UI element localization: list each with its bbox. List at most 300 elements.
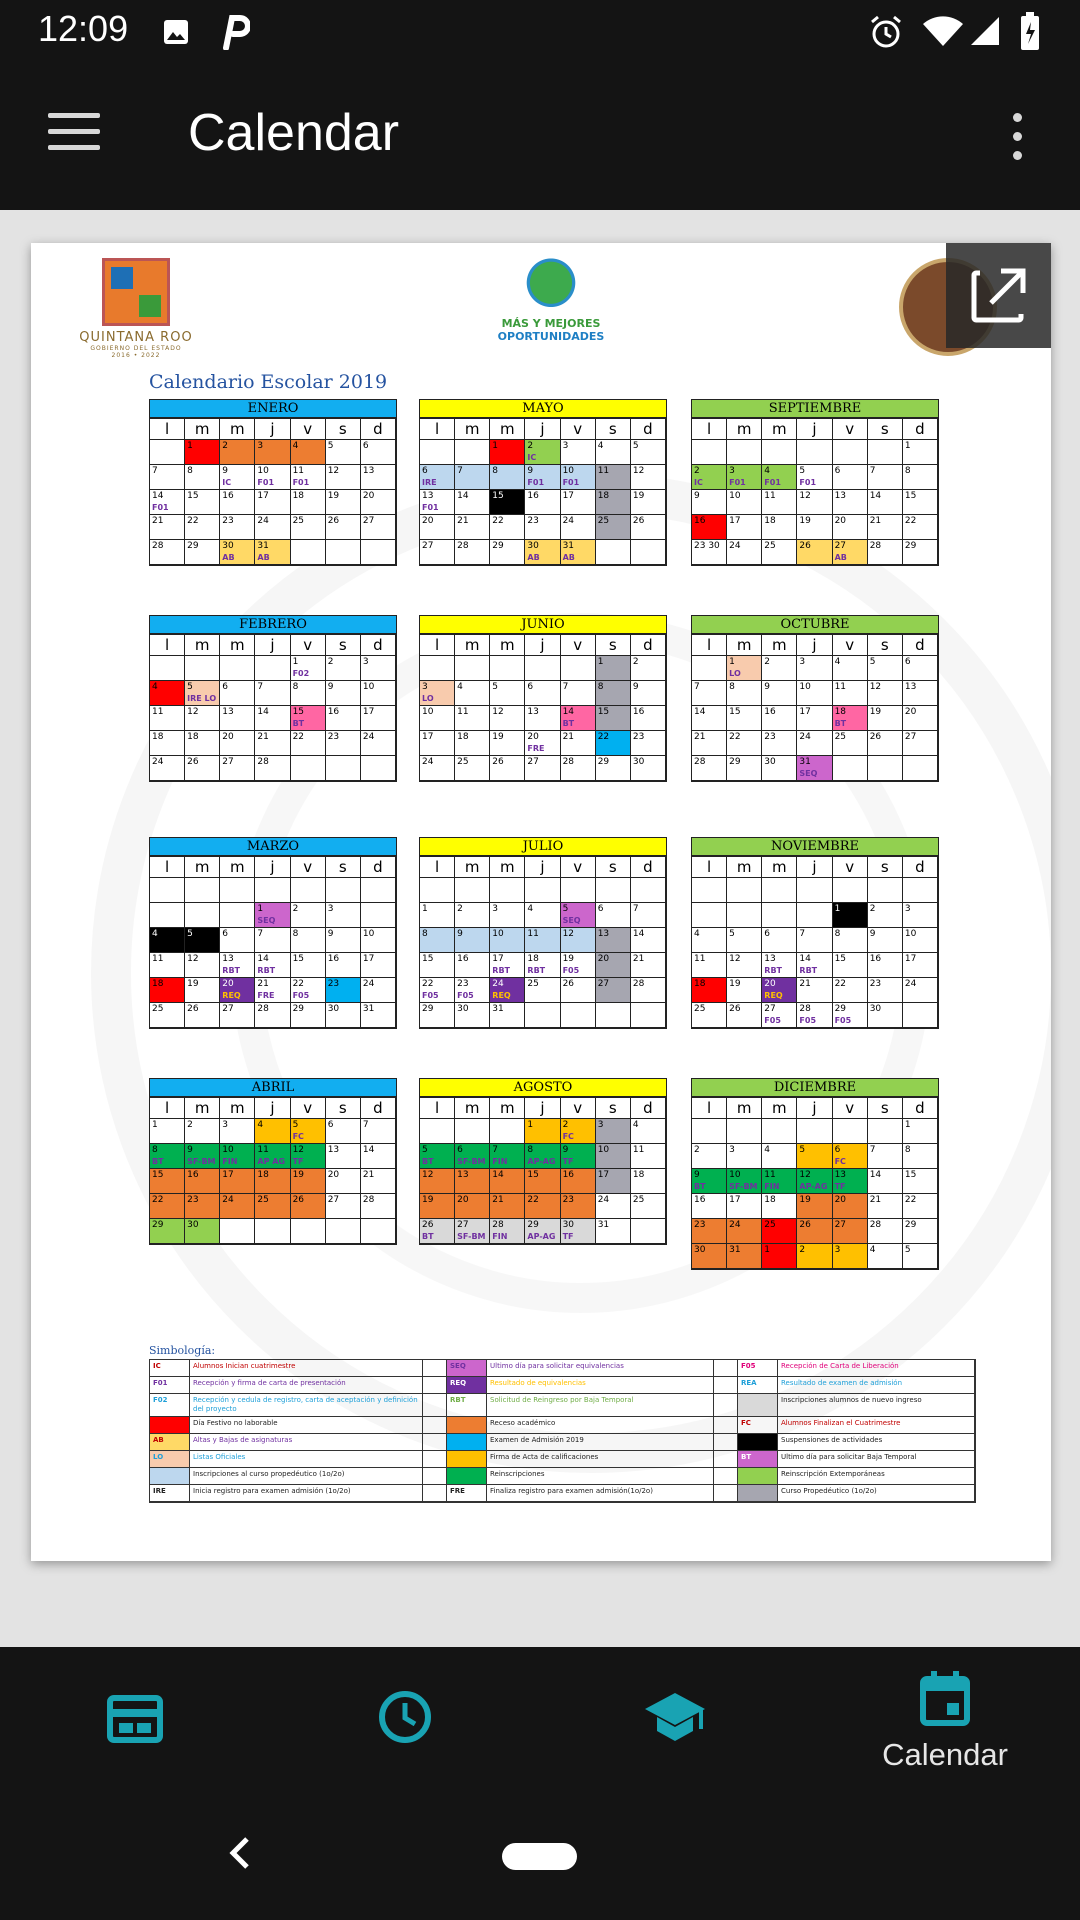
- calendar-day: [524, 730, 560, 756]
- calendar-day: [867, 539, 903, 565]
- calendar-day: [290, 705, 326, 731]
- calendar-day: [184, 655, 220, 681]
- weekday-header: j: [796, 1097, 832, 1119]
- day-number: 24: [904, 979, 917, 989]
- calendar-day: [560, 539, 596, 565]
- calendar-day: [902, 902, 938, 928]
- calendar-day: [630, 1118, 666, 1144]
- calendar-day: [595, 1218, 631, 1244]
- p-notification-icon: [220, 14, 250, 50]
- day-number: 12: [799, 1170, 811, 1180]
- event-code: BT: [292, 719, 305, 728]
- month-grid: [150, 857, 396, 1028]
- day-number: 6: [222, 929, 229, 939]
- day-number: 1: [764, 1245, 771, 1255]
- day-number: 26: [799, 541, 811, 551]
- calendar-day: [726, 1168, 762, 1194]
- day-number: 14: [694, 707, 706, 717]
- calendar-day: [595, 1118, 631, 1144]
- month-header: FEBRERO: [150, 616, 396, 635]
- event-code: F01: [152, 503, 169, 512]
- calendar-day: [360, 977, 396, 1003]
- calendar-day: [489, 539, 525, 565]
- day-number: 25: [764, 1220, 776, 1230]
- day-number: 8: [904, 1145, 911, 1155]
- calendar-day: [254, 1118, 290, 1144]
- event-code: AB: [527, 553, 540, 562]
- content-area[interactable]: [0, 210, 1080, 1647]
- calendar-day: [902, 655, 938, 681]
- calendar-day: [184, 952, 220, 978]
- day-number: 21: [562, 732, 575, 742]
- calendar-day: [219, 902, 255, 928]
- day-number: 31: [597, 1220, 610, 1230]
- calendar-day: [560, 977, 596, 1003]
- calendar-day: [325, 755, 361, 781]
- calendar-day: [691, 680, 727, 706]
- calendar-day: [630, 489, 666, 515]
- legend-swatch: IRE: [149, 1484, 190, 1502]
- weekday-header: d: [902, 856, 938, 878]
- day-number: 1: [904, 441, 911, 451]
- event-code: FIN: [492, 1157, 508, 1166]
- legend-text: Firma de Acta de calificaciones: [486, 1450, 714, 1468]
- calendar-day: [761, 1118, 797, 1144]
- calendar-day: [360, 1193, 396, 1219]
- day-number: 2: [527, 441, 534, 451]
- calendar-day: [524, 1218, 560, 1244]
- status-bar: [0, 0, 1080, 63]
- day-number: 15: [834, 954, 847, 964]
- calendar-day: [902, 1218, 938, 1244]
- image-notification-icon: [162, 18, 190, 46]
- legend-swatch: FRE: [446, 1484, 487, 1502]
- calendar-day: [184, 1143, 220, 1169]
- day-number: 8: [292, 929, 299, 939]
- day-number: 6: [457, 1145, 463, 1155]
- calendar-day: [595, 539, 631, 565]
- calendar-day: [761, 655, 797, 681]
- calendar-day: [360, 755, 396, 781]
- calendar-day: [184, 1218, 220, 1244]
- day-number: 15: [492, 491, 504, 501]
- calendar-day: [902, 1143, 938, 1169]
- weekday-header: v: [290, 1097, 326, 1119]
- calendar-day: [691, 1193, 727, 1219]
- calendar-day: [560, 902, 596, 928]
- day-number: 26: [492, 757, 504, 767]
- day-number: 20: [457, 1195, 469, 1205]
- weekday-header: d: [360, 634, 396, 656]
- calendar-day: [832, 1243, 868, 1269]
- legend-text: [422, 1433, 447, 1451]
- legend-text: Examen de Admisión 2019: [486, 1433, 714, 1451]
- calendar-day: [867, 977, 903, 1003]
- calendar-day: [254, 977, 290, 1003]
- day-number: 3: [362, 657, 369, 667]
- calendar-day: [360, 1118, 396, 1144]
- calendar-day: [595, 927, 631, 953]
- day-number: 22: [422, 979, 434, 989]
- calendar-day: [489, 1218, 525, 1244]
- day-number: 20: [764, 979, 776, 989]
- day-number: 30: [869, 1004, 882, 1014]
- day-number: 4: [764, 1145, 771, 1155]
- month-grid: [692, 419, 938, 565]
- calendar-day: [691, 705, 727, 731]
- calendar-day: [325, 1118, 361, 1144]
- legend-text: [713, 1467, 738, 1485]
- nav-history[interactable]: [315, 1647, 495, 1793]
- calendar-day: [454, 705, 490, 731]
- day-number: 11: [292, 466, 305, 476]
- calendar-day: [595, 1002, 631, 1028]
- day-number: 2: [764, 657, 771, 667]
- calendar-day: [761, 755, 797, 781]
- legend-text: Recepción y cedula de registro, carta de aceptación y definición del proyecto: [189, 1393, 423, 1417]
- calendar-day: [149, 877, 185, 903]
- day-number: 15: [904, 1170, 917, 1180]
- weekday-header: j: [254, 856, 290, 878]
- calendar-day: [524, 464, 560, 490]
- day-number: 18: [257, 1170, 269, 1180]
- weekday-header: v: [832, 418, 868, 440]
- legend-title: Simbología:: [149, 1344, 216, 1357]
- day-number: 9: [562, 1145, 569, 1155]
- weekday-header: d: [630, 634, 666, 656]
- calendar-day: [290, 1193, 326, 1219]
- weekday-header: l: [419, 856, 455, 878]
- calendar-day: [691, 755, 727, 781]
- day-number: 21: [694, 732, 706, 742]
- calendar-day: [595, 705, 631, 731]
- calendar-day: [454, 539, 490, 565]
- calendar-day: [902, 1168, 938, 1194]
- day-number: 24: [729, 1220, 741, 1230]
- calendar-day: [254, 1168, 290, 1194]
- event-code: F05: [799, 1016, 817, 1025]
- calendar-day: [902, 977, 938, 1003]
- day-number: 13: [457, 1170, 469, 1180]
- day-number: 21: [869, 1195, 882, 1205]
- day-number: 12: [492, 707, 504, 717]
- event-code: F05: [764, 1016, 781, 1025]
- day-number: 18: [152, 732, 164, 742]
- calendar-day: [419, 464, 455, 490]
- legend-text: Reinscripciones: [486, 1467, 714, 1485]
- day-number: 16: [694, 516, 706, 526]
- month-marzo: [149, 837, 397, 1029]
- calendar-day: [630, 1168, 666, 1194]
- calendar-day: [726, 952, 762, 978]
- legend-row: [150, 1451, 975, 1468]
- schedule-icon: [107, 1695, 163, 1743]
- day-number: 30: [694, 1245, 706, 1255]
- calendar-day: [832, 439, 868, 465]
- event-code: AP-AG: [527, 1232, 556, 1241]
- month-febrero: [149, 615, 397, 782]
- day-number: 3: [327, 904, 334, 914]
- calendar-day: [524, 1193, 560, 1219]
- calendar-day: [219, 1168, 255, 1194]
- calendar-day: [184, 877, 220, 903]
- calendar-day: [796, 705, 832, 731]
- calendar-day: [630, 705, 666, 731]
- day-number: 2: [187, 1120, 193, 1130]
- calendar-day: [832, 877, 868, 903]
- day-number: 19: [799, 516, 811, 526]
- day-number: 7: [869, 1145, 876, 1155]
- weekday-header: j: [254, 1097, 290, 1119]
- shield-icon: [102, 258, 170, 326]
- day-number: 19: [292, 1170, 305, 1180]
- calendar-day: [419, 952, 455, 978]
- day-number: 20: [422, 516, 434, 526]
- legend-text: [422, 1416, 447, 1434]
- day-number: 22: [292, 979, 305, 989]
- calendar-day: [560, 877, 596, 903]
- day-number: 29: [292, 1004, 305, 1014]
- calendar-day: [691, 1002, 727, 1028]
- weekday-header: m: [219, 1097, 255, 1119]
- day-number: 3: [904, 904, 911, 914]
- calendar-day: [761, 877, 797, 903]
- calendar-day: [524, 902, 560, 928]
- event-code: IRE LO: [187, 694, 217, 703]
- event-code: F05: [457, 991, 474, 1000]
- calendar-day: [691, 877, 727, 903]
- weekday-header: m: [489, 1097, 525, 1119]
- calendar-day: [560, 1118, 596, 1144]
- day-number: 18: [694, 979, 706, 989]
- calendar-day: [149, 755, 185, 781]
- day-number: 23: [869, 979, 882, 989]
- calendar-day: [489, 464, 525, 490]
- calendar-day: [360, 952, 396, 978]
- day-number: 26: [187, 1004, 199, 1014]
- day-number: 23: [764, 732, 776, 742]
- nav-grades[interactable]: [585, 1647, 765, 1793]
- calendar-day: [325, 489, 361, 515]
- calendar-day: [902, 730, 938, 756]
- day-number: 14: [457, 491, 469, 501]
- calendar-day: [867, 952, 903, 978]
- day-number: 18: [527, 954, 539, 964]
- open-external-button[interactable]: [946, 243, 1051, 348]
- day-number: 19: [187, 979, 199, 989]
- calendar-day: [489, 1143, 525, 1169]
- home-button[interactable]: [502, 1843, 577, 1870]
- calendar-day: [419, 489, 455, 515]
- day-number: 21: [869, 516, 882, 526]
- day-number: 21: [457, 516, 469, 526]
- day-number: 9: [187, 1145, 193, 1155]
- day-number: 14: [362, 1145, 375, 1155]
- day-number: 2: [562, 1120, 569, 1130]
- calendar-day: [832, 1218, 868, 1244]
- weekday-header: d: [902, 634, 938, 656]
- calendar-day: [149, 655, 185, 681]
- weekday-header: s: [867, 634, 903, 656]
- calendar-day: [489, 977, 525, 1003]
- calendar-day: [726, 1118, 762, 1144]
- calendar-day: [454, 730, 490, 756]
- day-number: 20: [222, 979, 234, 989]
- month-grid: [420, 857, 666, 1028]
- calendar-day: [419, 877, 455, 903]
- calendar-day: [796, 977, 832, 1003]
- calendar-day: [184, 514, 220, 540]
- calendar-document[interactable]: [31, 243, 1051, 1561]
- day-number: 2: [457, 904, 463, 914]
- day-number: 3: [597, 1120, 604, 1130]
- day-number: 4: [597, 441, 604, 451]
- day-number: 13: [904, 682, 917, 692]
- legend-swatch: [446, 1416, 487, 1434]
- weekday-header: s: [867, 856, 903, 878]
- day-number: 27: [457, 1220, 469, 1230]
- weekday-header: m: [761, 856, 797, 878]
- back-icon[interactable]: [225, 1833, 251, 1873]
- legend-text: [422, 1376, 447, 1394]
- calendar-day: [219, 1002, 255, 1028]
- calendar-day: [726, 755, 762, 781]
- calendar-day: [360, 489, 396, 515]
- weekday-header: v: [832, 634, 868, 656]
- calendar-day: [796, 439, 832, 465]
- day-number: 5: [422, 1145, 428, 1155]
- weekday-header: s: [595, 856, 631, 878]
- day-number: 5: [492, 682, 499, 692]
- calendar-day: [867, 1002, 903, 1028]
- calendar-day: [630, 755, 666, 781]
- weekday-header: j: [796, 856, 832, 878]
- weekday-header: m: [489, 634, 525, 656]
- calendar-day: [867, 514, 903, 540]
- event-code: REQ: [764, 991, 783, 1000]
- day-number: 6: [904, 657, 911, 667]
- day-number: 10: [597, 1145, 610, 1155]
- day-number: 22: [904, 516, 917, 526]
- calendar-day: [489, 439, 525, 465]
- event-code: TF: [834, 1182, 846, 1191]
- day-number: 5: [869, 657, 876, 667]
- day-number: 1: [492, 441, 499, 451]
- calendar-day: [832, 705, 868, 731]
- weekday-header: m: [454, 418, 490, 440]
- weekday-header: m: [219, 418, 255, 440]
- day-number: 30: [327, 1004, 340, 1014]
- event-code: BT: [422, 1157, 434, 1166]
- day-number: 5: [187, 929, 193, 939]
- day-number: 26: [187, 757, 199, 767]
- month-grid: [150, 1098, 396, 1244]
- calendar-day: [219, 1193, 255, 1219]
- calendar-day: [524, 514, 560, 540]
- legend-swatch: [737, 1433, 778, 1451]
- day-number: 15: [152, 1170, 164, 1180]
- event-code: F01: [257, 478, 275, 487]
- menu-button[interactable]: [48, 113, 100, 157]
- calendar-day: [419, 514, 455, 540]
- day-number: 13: [422, 491, 434, 501]
- calendar-day: [419, 1002, 455, 1028]
- nav-calendar[interactable]: [855, 1647, 1035, 1793]
- day-number: 21: [632, 954, 645, 964]
- calendar-day: [290, 439, 326, 465]
- legend-table: [149, 1359, 976, 1503]
- calendar-day: [560, 927, 596, 953]
- calendar-day: [325, 439, 361, 465]
- calendar-day: [149, 1218, 185, 1244]
- event-code: IC: [527, 453, 537, 462]
- weekday-header: d: [630, 418, 666, 440]
- day-number: 3: [492, 904, 499, 914]
- legend-swatch: F01: [149, 1376, 190, 1394]
- legend-swatch: LO: [149, 1450, 190, 1468]
- day-number: 11: [527, 929, 539, 939]
- day-number: 17: [904, 954, 917, 964]
- calendar-day: [524, 877, 560, 903]
- calendar-day: [290, 464, 326, 490]
- calendar-day: [489, 1193, 525, 1219]
- calendar-day: [902, 680, 938, 706]
- calendar-day: [325, 464, 361, 490]
- day-number: 8: [422, 929, 428, 939]
- event-code: F01: [799, 478, 817, 487]
- calendar-day: [595, 655, 631, 681]
- calendar-day: [184, 730, 220, 756]
- calendar-day: [595, 1143, 631, 1169]
- calendar-day: [867, 489, 903, 515]
- weekday-header: m: [184, 856, 220, 878]
- day-number: 29: [904, 1220, 917, 1230]
- event-code: TF: [562, 1232, 574, 1241]
- month-grid: [692, 1098, 938, 1269]
- calendar-day: [219, 680, 255, 706]
- calendar-day: [832, 902, 868, 928]
- day-number: 21: [799, 979, 811, 989]
- day-number: 11: [152, 707, 164, 717]
- calendar-day: [726, 977, 762, 1003]
- day-number: 3: [257, 441, 264, 451]
- day-number: 26: [729, 1004, 741, 1014]
- more-options-button[interactable]: [1013, 113, 1025, 170]
- day-number: 4: [632, 1120, 639, 1130]
- event-code: SF-BM: [457, 1157, 486, 1166]
- calendar-day: [832, 927, 868, 953]
- calendar-day: [254, 755, 290, 781]
- event-code: AB: [222, 553, 235, 562]
- day-number: 9: [527, 466, 534, 476]
- event-code: F05: [562, 966, 580, 975]
- calendar-day: [867, 902, 903, 928]
- day-number: 30: [222, 541, 234, 551]
- day-number: 23: [632, 732, 645, 742]
- calendar-day: [796, 1193, 832, 1219]
- month-abril: [149, 1078, 397, 1245]
- weekday-header: d: [360, 1097, 396, 1119]
- event-code: AB: [257, 553, 270, 562]
- day-number: 18: [187, 732, 199, 742]
- calendar-day: [726, 877, 762, 903]
- day-number: 26: [632, 516, 645, 526]
- calendar-day: [290, 1218, 326, 1244]
- calendar-day: [325, 1143, 361, 1169]
- legend-text: Resultado de equivalencias: [486, 1376, 714, 1394]
- calendar-day: [360, 1002, 396, 1028]
- nav-schedule[interactable]: [45, 1647, 225, 1793]
